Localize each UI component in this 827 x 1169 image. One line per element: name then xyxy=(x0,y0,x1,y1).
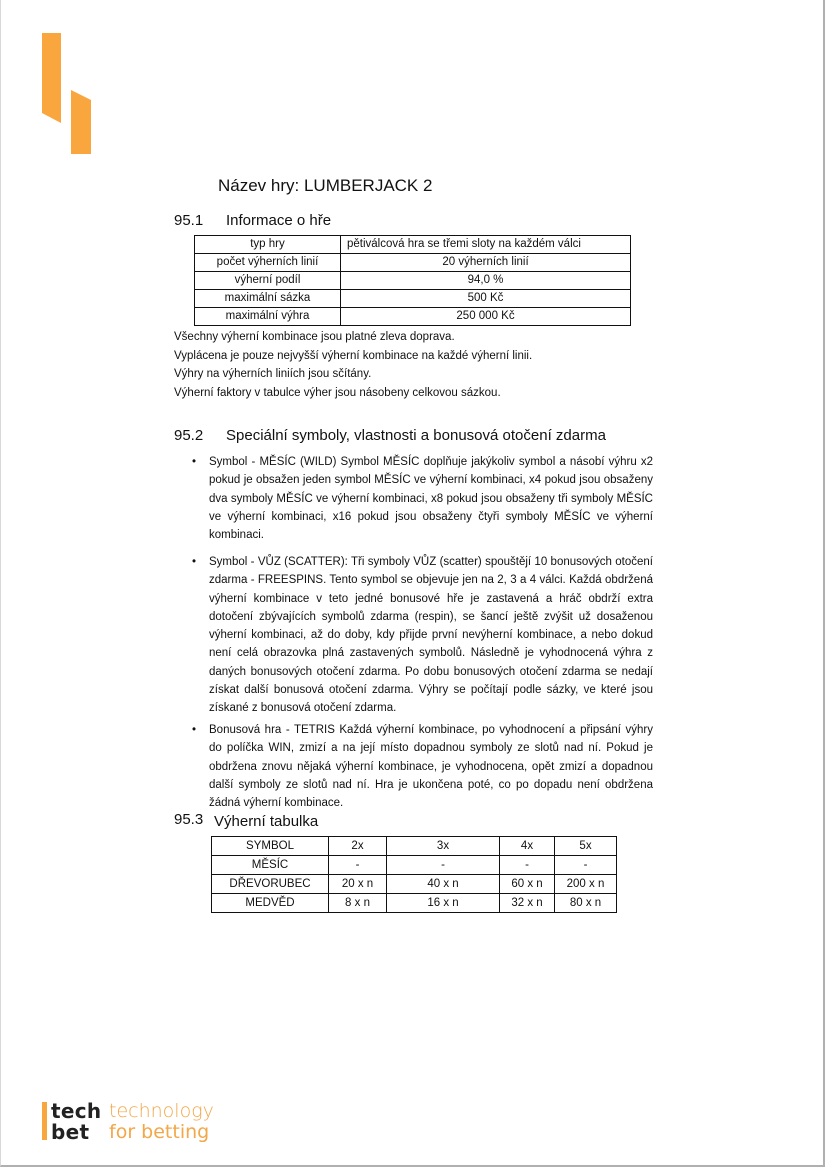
info-value: 250 000 Kč xyxy=(341,308,631,326)
techbet-mark-icon xyxy=(41,33,93,155)
document-title: Název hry: LUMBERJACK 2 xyxy=(218,176,433,195)
payout-cell: 20 x n xyxy=(329,875,387,894)
list-item-text: Symbol - MĚSÍC (WILD) Symbol MĚSÍC doplňuje jakýkoliv symbol a násobí výhru x2 pokud je obsažen jeden symbol MĚSÍC ve výherní kombinaci, x4 pokud jsou obsaženy dva symboly MĚSÍC ve výherní kombinaci, x8 pokud jsou obsaženy tři symboly MĚSÍC ve výherní kombinaci, x16 pokud jsou obsaženy čtyři symboly MĚSÍC ve výherní kombinaci. xyxy=(209,456,653,542)
table-row xyxy=(195,308,631,326)
paragraph: Výherní faktory v tabulce výher jsou násobeny celkovou sázkou. xyxy=(174,387,501,399)
paragraph: Výhry na výherních liniích jsou sčítány. xyxy=(174,368,372,380)
table-header-row xyxy=(212,837,617,856)
symbol-cell: MEDVĚD xyxy=(212,894,329,913)
symbol-cell: MĚSÍC xyxy=(212,856,329,875)
table-row xyxy=(195,272,631,290)
info-value: 20 výherních linií xyxy=(341,254,631,272)
logo-word-tech: tech xyxy=(51,1099,102,1123)
info-key: výherní podíl xyxy=(195,272,341,290)
info-key: typ hry xyxy=(195,236,341,254)
table-row xyxy=(212,894,617,913)
payout-cell: 40 x n xyxy=(387,875,500,894)
list-item xyxy=(192,553,653,718)
techbet-footer-logo xyxy=(41,1100,241,1146)
paragraph: Všechny výherní kombinace jsou platné zleva doprava. xyxy=(174,331,455,343)
payout-cell: 32 x n xyxy=(500,894,555,913)
column-header: 3x xyxy=(387,837,500,856)
payout-cell: 16 x n xyxy=(387,894,500,913)
table-row xyxy=(195,290,631,308)
logo-bar-icon xyxy=(42,1102,47,1140)
game-info-table xyxy=(194,235,631,326)
payout-cell: - xyxy=(555,856,617,875)
bullet-icon: • xyxy=(192,456,197,468)
table-row xyxy=(195,254,631,272)
section-title: Informace o hře xyxy=(226,212,332,229)
section-heading-95-1 xyxy=(174,212,331,229)
payout-cell: 60 x n xyxy=(500,875,555,894)
section-heading-95-3 xyxy=(174,813,318,830)
section-heading-95-2 xyxy=(174,427,606,444)
bullet-icon: • xyxy=(192,724,197,736)
info-value: pětiválcová hra se třemi sloty na každém válci xyxy=(341,236,631,254)
bullet-icon: • xyxy=(192,556,197,568)
table-row xyxy=(212,875,617,894)
paytable xyxy=(211,836,617,913)
info-key: maximální výhra xyxy=(195,308,341,326)
section-number: 95.1 xyxy=(174,212,204,229)
table-row xyxy=(212,856,617,875)
symbol-cell: DŘEVORUBEC xyxy=(212,875,329,894)
payout-cell: - xyxy=(500,856,555,875)
payout-cell: - xyxy=(329,856,387,875)
column-header: SYMBOL xyxy=(212,837,329,856)
payout-cell: 200 x n xyxy=(555,875,617,894)
info-key: počet výherních linií xyxy=(195,254,341,272)
logo-tagline-1: technology xyxy=(109,1100,214,1122)
logo-word-bet: bet xyxy=(51,1120,90,1144)
section-number: 95.3 xyxy=(174,811,204,828)
section-number: 95.2 xyxy=(174,427,204,444)
payout-cell: 80 x n xyxy=(555,894,617,913)
payout-cell: - xyxy=(387,856,500,875)
column-header: 5x xyxy=(555,837,617,856)
info-value: 94,0 % xyxy=(341,272,631,290)
list-item-text: Symbol - VŮZ (SCATTER): Tři symboly VŮZ (scatter) spouštějí 10 bonusových otočení zdarma - FREESPINS. Tento symbol se objevuje jen na 2, 3 a 4 válci. Každá obdržená výherní kombinace v teto jedné bonusové hře je zastavená a hráč obdrží extra dotočení zbývajících symbolů zdarma (respin), se šancí ještě zvýšit už dosaženou výherní kombinaci, až do doby, kdy přijde první nevýherní kombinace, a nebo dokud není celá obrazovka plná zastavených symbolů. Následně je vyhodnocená výhra z daných bonusových otočení zdarma. Po dobu bonusových otočení zdarma se nedají získat další bonusová otočení zdarma. Výhry se počítají podle sázky, ve které jsou získané z bonusová otočení zdarma. xyxy=(209,556,653,715)
list-item xyxy=(192,453,653,544)
info-key: maximální sázka xyxy=(195,290,341,308)
column-header: 2x xyxy=(329,837,387,856)
payout-cell: 8 x n xyxy=(329,894,387,913)
info-value: 500 Kč xyxy=(341,290,631,308)
section-title: Výherní tabulka xyxy=(214,813,319,830)
paragraph: Vyplácena je pouze nejvyšší výherní kombinace na každé výherní linii. xyxy=(174,350,533,362)
logo-tagline-2: for betting xyxy=(109,1121,210,1143)
table-row xyxy=(195,236,631,254)
list-item xyxy=(192,721,653,812)
column-header: 4x xyxy=(500,837,555,856)
section-title: Speciální symboly, vlastnosti a bonusová otočení zdarma xyxy=(226,427,606,444)
list-item-text: Bonusová hra - TETRIS Každá výherní kombinace, po vyhodnocení a připsání výhry do políčka WIN, zmizí a na její místo dopadnou symboly ze slotů nad ní. Pokud je obdržena znovu nějaká výherní kombinace, je vyhodnocena, opět zmizí a dopadnou další symboly ze slotů nad ní. Hra je ukončena poté, co po dopadu není obdržena žádná výherní kombinace. xyxy=(209,724,653,810)
